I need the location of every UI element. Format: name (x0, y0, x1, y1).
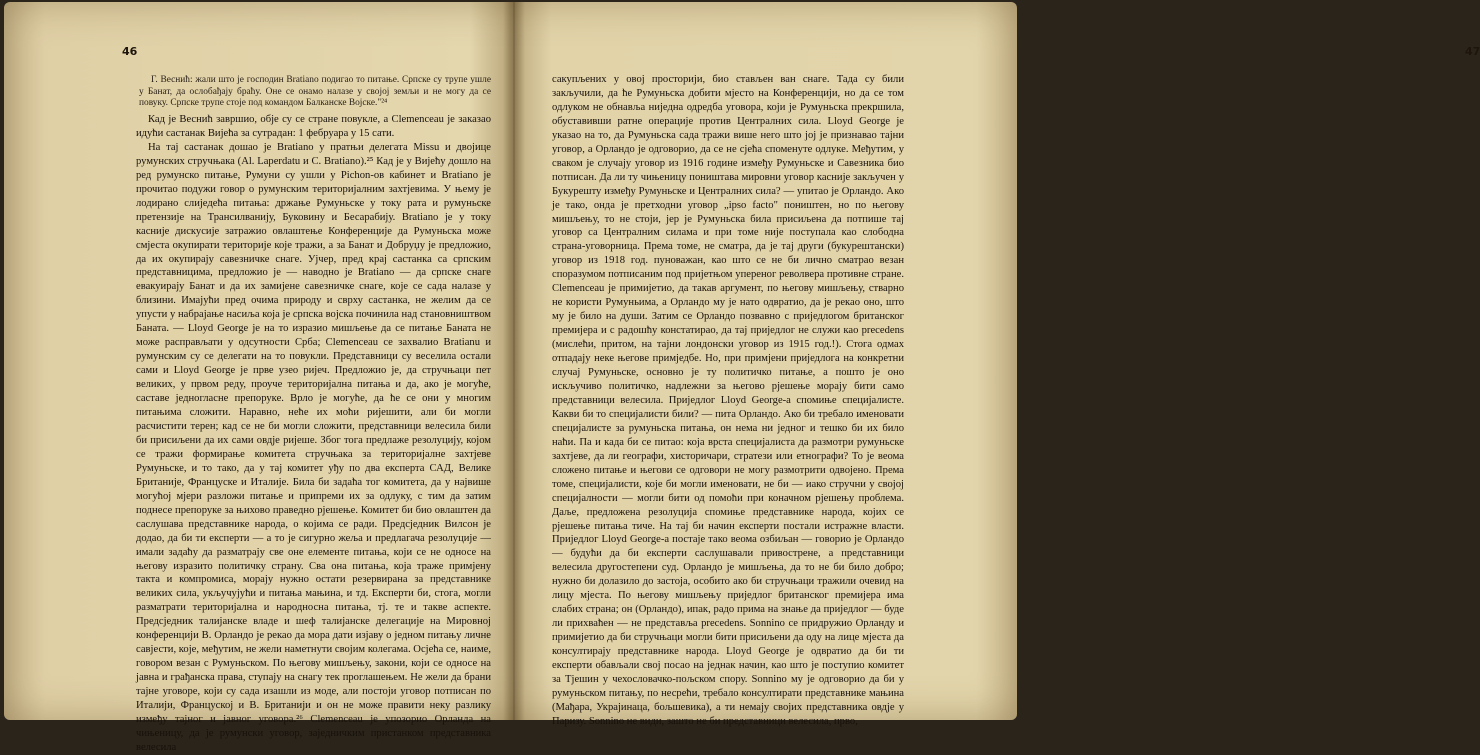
page-number-right: 47 (1465, 45, 1480, 58)
left-body-text (136, 113, 491, 755)
paragraph: сакупљених у овој просторији, био стављен ван снаге. Тада су били закључили, да ће Румуньска добити мјесто на Конференцији, но да се том одлуком не обнавља ниједна одредба уговора, који је Румуньска прекршила, обуставивши ратне операције против Централних сила. Lloyd George је указао на то, да Румуньска сада тражи више него што јој је признавао тајни уговор, а Орландо је одговорио, да се не сјећа споменуте одлуке. Међутим, у сваком је случају уговор из 1916 године између Румуньске и Савезника био потписан. Да ли ту чињеницу поништава мировни уговор касније закључен у Букурешту између Румуньске и Централних сила? — упитао је Орландо. Ако је тако, онда је претходни уговор „ipso facto" поништен, но по његову мишљењу, то не стоји, јер је Румуньска била присиљена да потпише тај уговор са Централним силама и при томе није поступала као слободна страна-уговорница. Према томе, не сматра, да је тај други (букурештански) уговор из 1918 год. пуноважан, као што се не би лично сматрао везан споразумом потписаним под пријетњом уперeног револвера противне стране. Clemenceau је примијетио, да такав аргумент, по његову мишљењу, стварно не користи Румуньима, а Орландо му је нато одвратио, да је рекао оно, што му је било на души. Затим се Орландо позвавно с приједлогом британског премијера и с радошћу констатирао, да тај приједлог не служи као precedens (мислећи, притом, на тајни лондонски уговор из 1915 год.!). Стога одмах отпадају неке његове примједбе. Но, при примјени приједлога на конкретни случај Румуньске, основно је ту политичко питање, а пошто је оно искључиво политичко, надлежни за његово рјешење морају бити само представници велесила. Приједлог Lloyd George-а спомиње специјалисте. Какви би то специјалисти били? — пита Орландо. Ако би требало именовати специјалисте за румуньска питања, он нема ни једног и тешко би их било нaћи. Па и када би се питао: која врста специјалиста да размотри румуньске захтјеве, да ли географи, хисторичари, стратези или етнографи? То је веома сложено питање и његови се одговори не могу размотрити одвојено. Према томе, специјалисти, које би могли именовати, не би — иако стручни у својој специјалности — могли бити од помоћи при коначном рјешењу проблема. Даље, предложена резолуција спомиње представнике народа, којих се рјешење питања тиче. На тај би начин експерти постали истражне власти. Приједлог Lloyd George-а постаје тако веома озбиљан — говорио је Орландо — будући да би експерти саслушавали привостренe, а представници велесила другостепени суд. Орландо је мишљења, да то не би било добро; нужно би долазило до застоја, особито ако би стручњаци тражили очевид на лицу мјеста. По његову мишљењу приједлог британског премијера има слабих страна; он (Орландо), ипак, радо прима на знање да приједлог — буде ли прихваћен — не представља precedens. Sonnino се придружио Орланду и примијетио да би стручњаци могли бити присиљени да оду на лице мјеста да консултирају представнике народа. Lloyd George је одвратио да би ти експерти обављали свој посао на једнак начин, као што је поступио комитет за Тјешин у чехословачко-пољском спору. Sonnino му је одговорио да би у румуньском питању, по несрећи, требало консултирати представнике мањина (Мађара, Украјинаца, бољшевика), а ти немају својих представника овдје у Паризу. Sonnino не види, зашто не би представници велесила, прво, (552, 74, 904, 727)
page-number-left: 46 (122, 45, 138, 58)
paragraph: На тај састанак дошао је Bratiano у пратњи делегата Missu и двојице румунских стручњака (Al. Laperdatu и C. Bratiano).²⁵ Кад је у Вијећу дошло на ред румунско питање, Румуни су ушли у Pichon-ов кабинет и Bratiano је прочитао подужи говор о румунским територијалним захтјевима. У њему је лодирано слиједећа питања: држање Румуньске у току рата и румуньске претензије на Трансилванију, Буковину и Бесарабију. Bratiano је у току каснијe дискусије затражио овлаштење Конференције да Румуньска може смјеста окупирати територије које тражи, а за Банат и Добруџу је предложио, да их окупирају савезничке снаге. Ујчер, пред крај састанка са српским представницима, предложио је — наводно је Bratiano — да српске снаге евакуирају Банат и да их замијене савезничке снаге, које се сада налазе у близини. Имајући пред очима природу и сврху састанка, не желим да се упусти у набрајање насиља која је српска војска починила над становништвом Баната. — Lloyd George је на то изразио мишљење да се питање Баната не може расправљати у одсутности Срба; Clemenceau се захвалио Bratianu и румунским су се делегати на то повукли. Представници су веселила остали сами и Lloyd George је прве узео ријеч. Предложио је, да стручњаци пет великих, у првом реду, проуче територијална питања и да, ако је могуће, саставе једноглаcне препоруке. Врло је могуће, да ће се они у многим питањима сложити. Наравно, неће их моћи ријешити, али би могли расчистити терен; кад се не би могли сложити, представници велесила били би присиљени да их сами овдје ријеше. Због тога предлаже резолуцију, којом се тражи формирање комитета стручњака за територијалне захтјеве Румуньске, и то тако, да у тај комитет уђу по два експерта САД, Велике Британије, Француске и Италије. Била би задаћа тог комитета, да у највише могућој мјери разложи питање и припреми их за одлуку, с тим да затим поднесе препоруке за њихово праведно рјешење. Комитет би био овлаштен да саслушава представнике народа, о којима се ради. Предсједник Вилсон је додао, да би ти експерти — а то је сигурно жеља и предлагача резолуције — имали задаћу да разматрају све оне елементе питања, који се не односе на његову изразито политичку страну. Сва она питања, која траже примјену такта и компромиса, морају нужно остати резервирана за представнике великих сила, укључујући и питања мањина, и тд. Експерти би, стога, могли разматрати територијална и народносна питања, тј. те и такве аспекте. Предсједник талијанске владе и шеф талијанске делегације на Мировној конференцији В. Орландо је рекао да мора дати изјаву о једном питању личне савјести, које, међутим, не жели наметнути својим колегама. Осјећа се, наиме, говором везан с Румуньском. По његову мишљењу, закони, који се односе на јавна и грађанска права, ступају на снагу тек проглашењем. Не жели да брани тајне уговоре, који су сада изашли из моде, али постоји уговор потписан по Италији, Француској и В. Британији и он не може правити неку разлику између тајног и јавног уговора.²⁶ Clemenceau је упозорио Орланда на чињеницу, да је румунски уговор, заједничким пристанком представника велесила (136, 141, 491, 753)
right-body-text (552, 73, 904, 729)
footnote-quote-text: Г. Веснић: жали што је господин Bratiano подигао то питање. Српске су трупе ушле у Банат, да ослобађају браћу. Оне се онамо налазе у својој земљи и не могу да се повуку. Српске трупе стоје под командом Балканске Војске."²⁴ (139, 75, 491, 109)
left-page (4, 2, 509, 753)
footnote-quote (139, 75, 491, 110)
paragraph: Кад је Веснић завршио, обје су се стране повукле, а Clemenceau је заказао идући састанак Вијећа за сутрадан: 1 фебруара у 15 сати. (136, 114, 491, 139)
book-spread (4, 2, 1480, 753)
